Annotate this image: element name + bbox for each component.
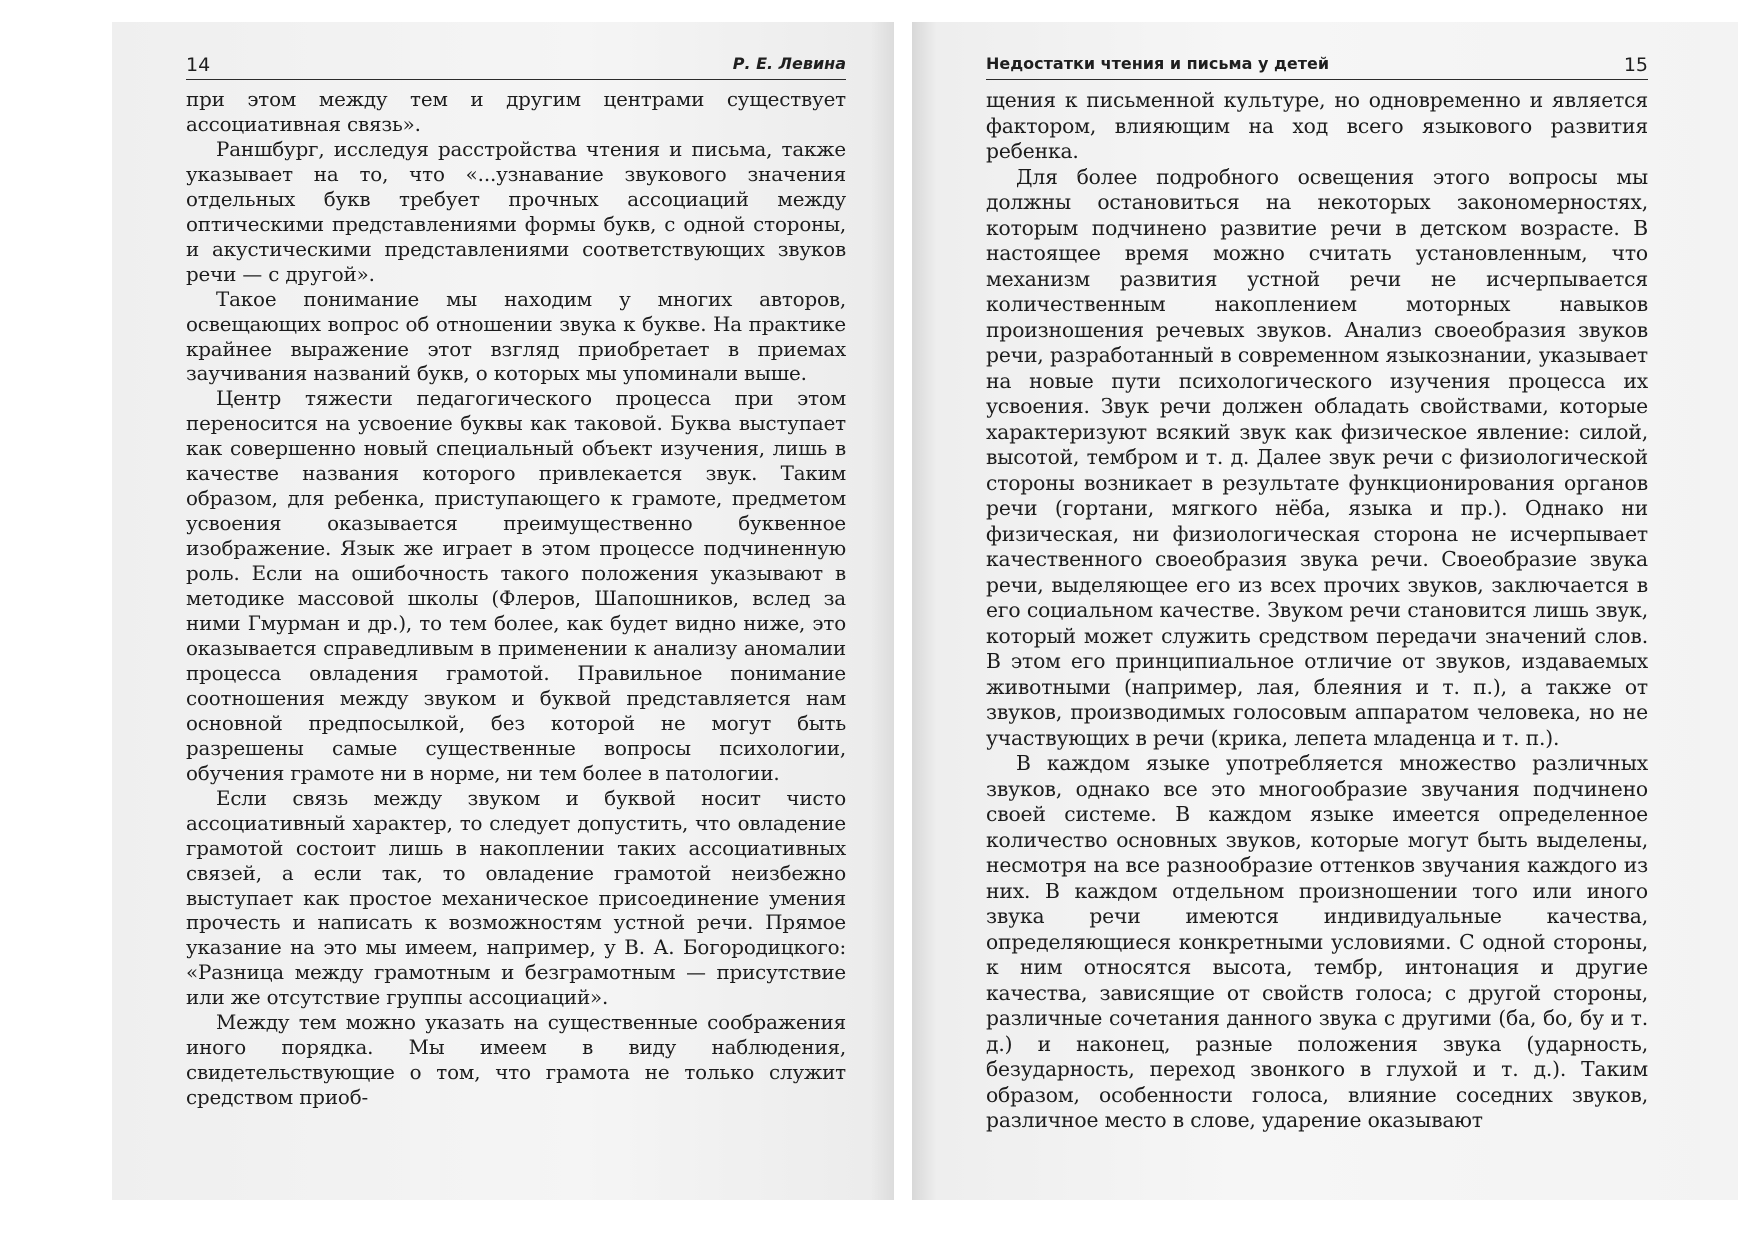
paragraph: Между тем можно указать на существенные соображения иного порядка. Мы имеем в виду наблюдения, свидетельствующие о том, что грамота не только служит средством приоб- (186, 1011, 846, 1110)
paragraph: Такое понимание мы находим у многих авторов, освещающих вопрос об отношении звука к букве. На практике крайнее выражение этот взгляд приобретает в приемах заучивания названий букв, о которых мы упоминали выше. (186, 287, 846, 386)
paragraph: Если связь между звуком и буквой носит чисто ассоциативный характер, то следует допустить, что овладение грамотой состоит лишь в накоплении таких ассоциативных связей, а если так, то овладение грамотой неизбежно выступает как простое механическое присоединение умения прочесть и написать к возможностям устной речи. Прямое указание на это мы имеем, например, у В. А. Богородицкого: «Разница между грамотным и безграмотным — присутствие или же отсутствие группы ассоциаций». (186, 786, 846, 1010)
paragraph: щения к письменной культуре, но одновременно и является фактором, влияющим на ход всего языкового развития ребенка. (986, 88, 1648, 163)
right-page-body (986, 88, 1648, 1134)
left-running-head: Р. Е. Левина (732, 54, 846, 73)
paragraph: Раншбург, исследуя расстройства чтения и письма, также указывает на то, что «...узнавание звукового значения отдельных букв требует прочных ассоциаций между оптическими представлениями формы букв, с одной стороны, и акустическими представлениями соответствующих звуков речи — с другой». (186, 137, 846, 286)
left-header-rule (186, 79, 846, 80)
book-gutter (894, 22, 912, 1200)
paragraph: Для более подробного освещения этого вопросы мы должны остановиться на некоторых закономерностях, которым подчинено развитие речи в детском возрасте. В настоящее время можно считать установленным, что механизм развития устной речи не исчерпывается количественным накоплением моторных навыков произношения речевых звуков. Анализ своеобразия звуков речи, разработанный в современном языкознании, указывает на новые пути психологического изучения процесса их усвоения. Звук речи должен обладать свойствами, которые характеризуют всякий звук как физическое явление: силой, высотой, тембром и т. д. Далее звук речи с физиологической стороны возникает в результате функционирования органов речи (гортани, мягкого нёба, языка и пр.). Однако ни физическая, ни физиологическая сторона не исчерпывает качественного своеобразия звука речи. Своеобразие звука речи, выделяющее его из всех прочих звуков, заключается в его социальном качестве. Звуком речи становится лишь звук, который может служить средством передачи значений слов. В этом его принципиальное отличие от звуков, издаваемых животными (например, лая, блеяния и т. п.), а также от звуков, производимых голосовым аппаратом человека, но не участвующих в речи (крика, лепета младенца и т. п.). (986, 164, 1648, 750)
right-running-head: Недостатки чтения и письма у детей (986, 54, 1330, 73)
paragraph: Центр тяжести педагогического процесса при этом переносится на усвоение буквы как таковой. Буква выступает как совершенно новый специальный объект изучения, лишь в качестве названия которого привлекается звук. Таким образом, для ребенка, приступающего к грамоте, предметом усвоения оказывается преимущественно буквенное изображение. Язык же играет в этом процессе подчиненную роль. Если на ошибочность такого положения указывают в методике массовой школы (Флеров, Шапошников, вслед за ними Гмурман и др.), то тем более, как будет видно ниже, это оказывается справедливым в применении к анализу аномалии процесса овладения грамотой. Правильное понимание соотношения между звуком и буквой представляется нам основной предпосылкой, без которой не могут быть разрешены самые существенные вопросы психологии, обучения грамоте ни в норме, ни тем более в патологии. (186, 387, 846, 785)
right-header-rule (986, 79, 1648, 80)
paragraph: В каждом языке употребляется множество различных звуков, однако все это многообразие звучания подчинено своей системе. В каждом языке имеется определенное количество основных звуков, которые могут быть выделены, несмотря на все разнообразие оттенков звучания каждого из них. В каждом отдельном произношении того или иного звука речи имеются индивидуальные качества, определяющиеся конкретными условиями. С одной стороны, к ним относятся высота, тембр, интонация и другие качества, зависящие от свойств голоса; с другой стороны, различные сочетания данного звука с другими (ба, бо, бу и т. д.) и наконец, разные положения звука (ударность, безударность, переход звонкого в глухой и т. д.). Таким образом, особенности голоса, влияние соседних звуков, различное место в слове, ударение оказывают (986, 751, 1648, 1132)
left-page-body (186, 88, 846, 1111)
right-page-number: 15 (1623, 54, 1648, 76)
paragraph: при этом между тем и другим центрами существует ассоциативная связь». (186, 88, 846, 136)
left-page-number: 14 (186, 54, 211, 76)
